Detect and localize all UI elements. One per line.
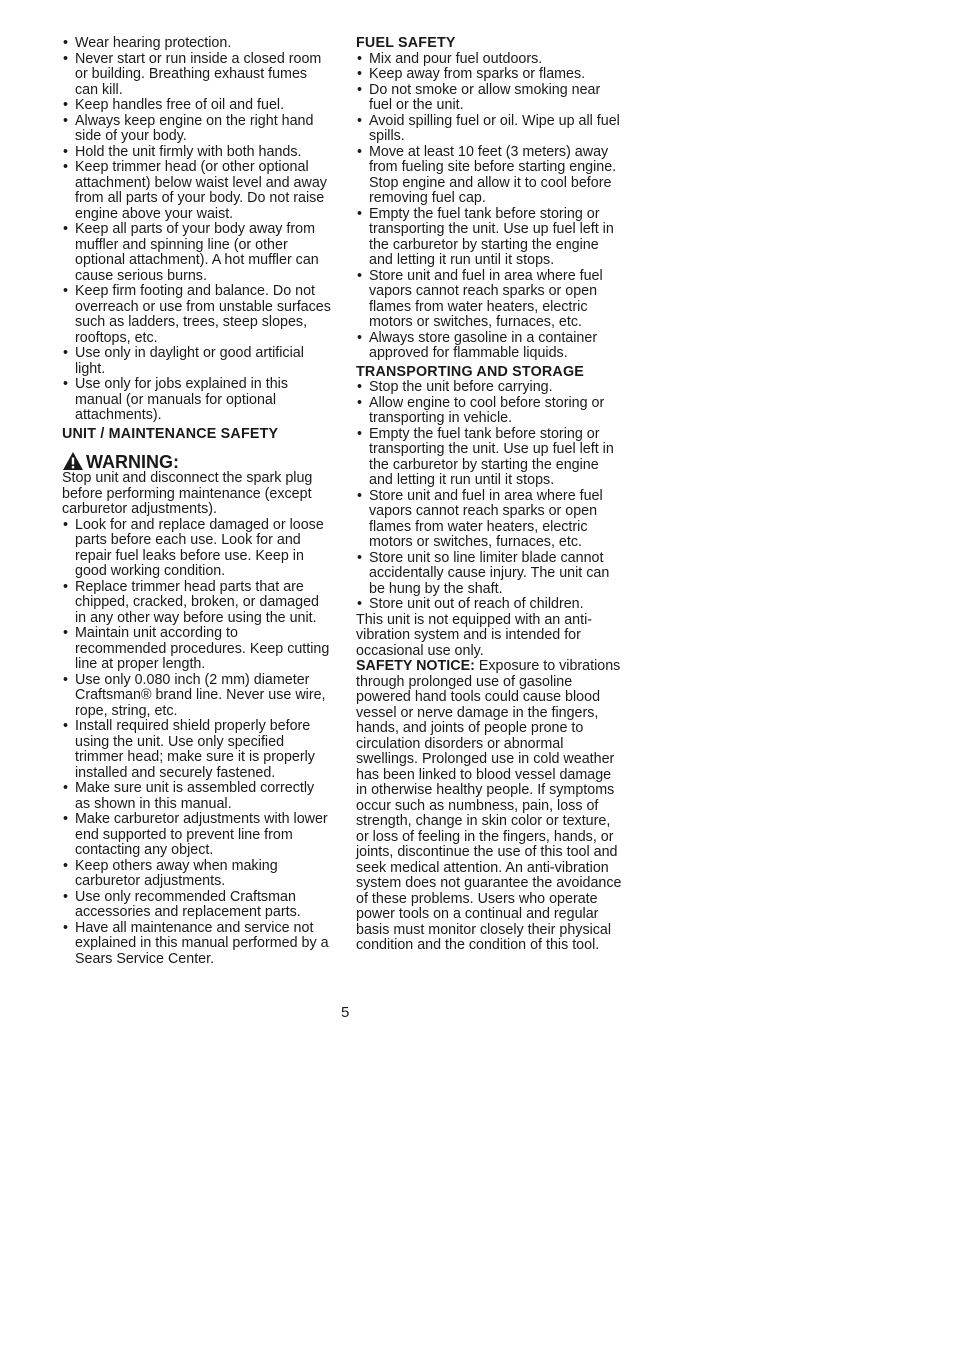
list-item: • Keep handles free of oil and fuel. bbox=[62, 98, 332, 114]
list-item: • Do not smoke or allow smoking near fuel or the unit. bbox=[356, 83, 624, 114]
fuel-safety-list bbox=[356, 52, 624, 362]
transport-storage-heading: TRANSPORTING AND STORAGE bbox=[356, 363, 585, 380]
maintenance-safety-list bbox=[62, 518, 332, 968]
list-item: • Use only in daylight or good artificial light. bbox=[62, 346, 332, 377]
warning-block bbox=[62, 451, 332, 518]
list-item: • Keep others away when making carburetor adjustments. bbox=[62, 859, 332, 890]
list-item: • Use only 0.080 inch (2 mm) diameter Craftsman® brand line. Never use wire, rope, string, etc. bbox=[62, 673, 332, 720]
warning-triangle-icon bbox=[62, 451, 84, 471]
list-item: • Always keep engine on the right hand side of your body. bbox=[62, 114, 332, 145]
list-item: • Install required shield properly before using the unit. Use only specified trimmer head; make sure it is properly installed and securely fastened. bbox=[62, 719, 332, 781]
list-item: • Hold the unit firmly with both hands. bbox=[62, 145, 332, 161]
safety-notice bbox=[356, 659, 624, 954]
list-item: • Stop the unit before carrying. bbox=[356, 380, 624, 396]
list-item: • Avoid spilling fuel or oil. Wipe up all fuel spills. bbox=[356, 114, 624, 145]
list-item: • Keep away from sparks or flames. bbox=[356, 67, 624, 83]
transport-storage-list bbox=[356, 380, 624, 613]
fuel-safety-heading: FUEL SAFETY bbox=[356, 35, 456, 51]
list-item: • Keep firm footing and balance. Do not overreach or use from unstable surfaces such as ladders, trees, steep slopes, rooftops, etc. bbox=[62, 284, 332, 346]
list-item: • Allow engine to cool before storing or transporting in vehicle. bbox=[356, 396, 624, 427]
list-item: • Use only recommended Craftsman accessories and replacement parts. bbox=[62, 890, 332, 921]
warning-line bbox=[62, 451, 332, 471]
list-item: • Replace trimmer head parts that are chipped, cracked, broken, or damaged in any other way before using the unit. bbox=[62, 580, 332, 627]
right-column bbox=[356, 36, 624, 954]
list-item: • Never start or run inside a closed room or building. Breathing exhaust fumes can kill. bbox=[62, 52, 332, 99]
maintenance-safety-heading: UNIT / MAINTENANCE SAFETY bbox=[62, 425, 279, 442]
list-item: • Store unit so line limiter blade cannot accidentally cause injury. The unit can be hung by the shaft. bbox=[356, 551, 624, 598]
list-item: • Always store gasoline in a container approved for flammable liquids. bbox=[356, 331, 624, 362]
page-number: 5 bbox=[341, 1004, 350, 1021]
safety-notice-text: Exposure to vibrations through prolonged use of gasoline powered hand tools could cause blood vessel or nerve damage in the fingers, hands, and joints of people prone to circulation disorders or abnormal swellings. Prolonged use in cold weather has been linked to blood vessel damage in otherwise healthy people. If symptoms occur such as numbness, pain, loss of strength, change in skin color or texture, or loss of feeling in the fingers, hands, or joints, discontinue the use of this tool and seek medical attention. An anti-vibration system does not guarantee the avoidance of these problems. Users who operate power tools on a continual and regular basis must monitor closely their physical condition and the condition of this tool. bbox=[356, 658, 622, 953]
warning-text: Stop unit and disconnect the spark plug before performing maintenance (except carburetor adjustments). bbox=[62, 470, 313, 517]
list-item: • Store unit out of reach of children. bbox=[356, 597, 624, 613]
list-item: • Empty the fuel tank before storing or transporting the unit. Use up fuel left in the carburetor by starting the engine and letting it run until it stops. bbox=[356, 427, 624, 489]
list-item: • Keep trimmer head (or other optional attachment) below waist level and away from all parts of your body. Do not raise engine above your waist. bbox=[62, 160, 332, 222]
list-item: • Maintain unit according to recommended procedures. Keep cutting line at proper length. bbox=[62, 626, 332, 673]
list-item: • Keep all parts of your body away from muffler and spinning line (or other optional attachment). A hot muffler can cause serious burns. bbox=[62, 222, 332, 284]
list-item: • Have all maintenance and service not explained in this manual performed by a Sears Service Center. bbox=[62, 921, 332, 968]
list-item: • Look for and replace damaged or loose parts before each use. Look for and repair fuel leaks before use. Keep in good working condition. bbox=[62, 518, 332, 580]
list-item: • Empty the fuel tank before storing or transporting the unit. Use up fuel left in the carburetor by starting the engine and letting it run until it stops. bbox=[356, 207, 624, 269]
list-item: • Move at least 10 feet (3 meters) away from fueling site before starting engine. Stop engine and allow it to cool before removing fuel cap. bbox=[356, 145, 624, 207]
list-item: • Make carburetor adjustments with lower end supported to prevent line from contacting any object. bbox=[62, 812, 332, 859]
list-item: • Mix and pour fuel outdoors. bbox=[356, 52, 624, 68]
warning-label: WARNING: bbox=[86, 452, 179, 472]
list-item: • Wear hearing protection. bbox=[62, 36, 332, 52]
anti-vibration-text: This unit is not equipped with an anti-vibration system and is intended for occasional use only. bbox=[356, 611, 593, 659]
left-column bbox=[62, 36, 332, 967]
list-item: • Use only for jobs explained in this manual (or manuals for optional attachments). bbox=[62, 377, 332, 424]
list-item: • Make sure unit is assembled correctly as shown in this manual. bbox=[62, 781, 332, 812]
list-item: • Store unit and fuel in area where fuel vapors cannot reach sparks or open flames from water heaters, electric motors or switches, furnaces, etc. bbox=[356, 269, 624, 331]
safety-notice-label: SAFETY NOTICE: bbox=[356, 658, 475, 674]
list-item: • Store unit and fuel in area where fuel vapors cannot reach sparks or open flames from water heaters, electric motors or switches, furnaces, etc. bbox=[356, 489, 624, 551]
general-safety-list bbox=[62, 36, 332, 424]
